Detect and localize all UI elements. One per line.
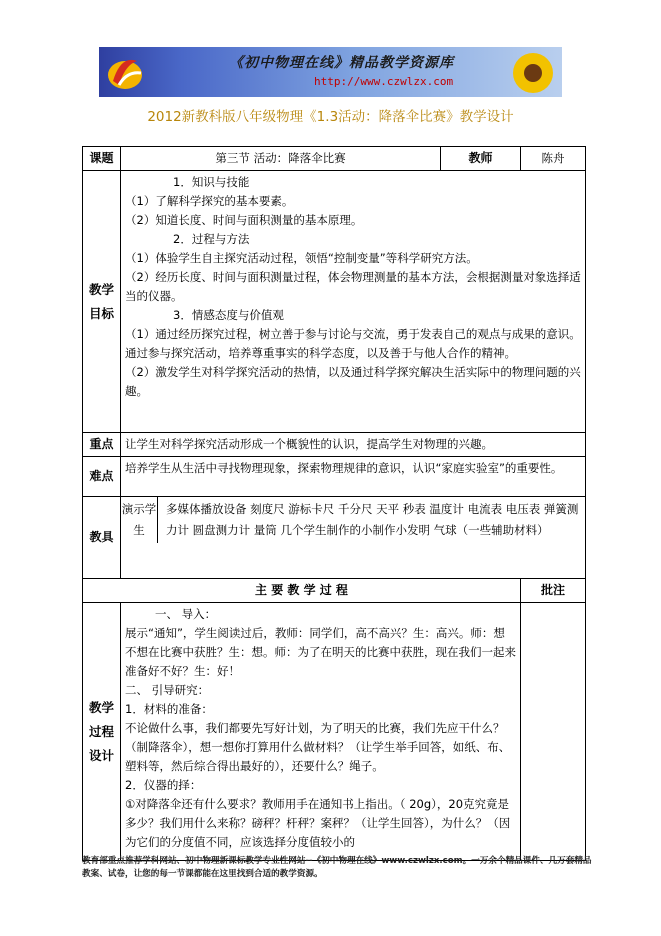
process-line: 一、 导入：: [155, 607, 217, 621]
process-line: 2．仪器的择：: [125, 778, 202, 792]
page-footer: 教育部重点推荐学科网站、初中物理新课标教学专业性网站--《初中物理在线》www.czwlzx.com。一万余个精品课件、几万套精品教案、试卷，让您的每一节课都能在这里找到合适的教学资源。: [82, 856, 592, 879]
difficulty-label: 难点: [83, 457, 121, 497]
equipment-tag: 演示学生: [121, 497, 158, 543]
objective-line: （1）通过经历探究过程，树立善于参与讨论与交流，勇于发表自己的观点与成果的意识。通过参与探究活动，培养尊重事实的科学态度，以及善于与他人合作的精神。: [125, 327, 581, 360]
process-line: 二、 引导研究：: [125, 683, 210, 697]
document-title: 2012新教科版八年级物理《1.3活动：降落伞比赛》教学设计: [147, 109, 514, 125]
objective-line: 1．知识与技能: [173, 175, 250, 189]
equipment-label: 教具: [83, 497, 121, 579]
teacher-value: 陈舟: [521, 147, 586, 171]
objectives-label: 教学目标: [83, 171, 121, 433]
process-line: ①对降落伞还有什么要求？教师用手在通知书上指出。（ 20g），20克究竟是多少？我们用什么来称？磅秤？杆秤？案秤？（让学生回答），为什么？（因为它们的分度值不同，应该选择分度值较小的: [125, 797, 511, 849]
key-point-label: 重点: [83, 433, 121, 457]
notes-header: 批注: [521, 579, 586, 603]
process-label: 教学过程设计: [83, 603, 121, 861]
equipment-content: [121, 497, 586, 579]
objective-line: （2）经历长度、时间与面积测量过程，体会物理测量的基本方法，会根据测量对象选择适当的仪器。: [125, 270, 581, 303]
process-header: 主 要 教 学 过 程: [83, 579, 521, 603]
topic-value: 第三节 活动：降落伞比赛: [121, 147, 441, 171]
teacher-label: 教师: [441, 147, 521, 171]
objective-line: （1）体验学生自主探究活动过程，领悟“控制变量”等科学研究方法。: [125, 251, 478, 265]
site-logo-icon: [105, 51, 145, 93]
key-point-text: 让学生对科学探究活动形成一个概貌性的认识，提高学生对物理的兴趣。: [121, 433, 586, 457]
objective-line: 2．过程与方法: [173, 232, 250, 246]
objective-line: （2）知道长度、时间与面积测量的基本原理。: [125, 213, 363, 227]
process-line: 1．材料的准备：: [125, 702, 213, 716]
notes-cell[interactable]: [521, 603, 586, 861]
objective-line: （2）激发学生对科学探究活动的热情，以及通过科学探究解决生活实际中的物理问题的兴趣。: [125, 365, 581, 398]
objective-line: 3．情感态度与价值观: [173, 308, 284, 322]
process-line: 不论做什么事，我们都要先写好计划，为了明天的比赛，我们先应干什么？（制降落伞），想一想你打算用什么做材料？（让学生举手回答，如纸、布、塑料等，然后综合得出最好的），还要什么？绳子。: [125, 721, 511, 773]
objectives-content: [121, 171, 586, 433]
objective-line: （1）了解科学探究的基本要素。: [125, 194, 294, 208]
process-content: [121, 603, 521, 861]
topic-label: 课题: [83, 147, 121, 171]
lesson-plan-table: [82, 146, 586, 861]
site-banner: [99, 47, 562, 97]
difficulty-text: 培养学生从生活中寻找物理现象，探索物理规律的意识，认识“家庭实验室”的重要性。: [121, 457, 586, 497]
process-line: 展示“通知”，学生阅读过后，教师：同学们，高不高兴？生：高兴。师：想不想在比赛中获胜？生：想。师：为了在明天的比赛中获胜，现在我们一起来准备好不好？生：好！: [125, 626, 516, 678]
equipment-list: 多媒体播放设备 刻度尺 游标卡尺 千分尺 天平 秒表 温度计 电流表 电压表 弹簧测力计 圆盘测力计 量筒 几个学生制作的小制作小发明 气球（一些辅助材料）: [166, 502, 579, 537]
banner-title: 《初中物理在线》精品教学资源库: [229, 55, 454, 71]
banner-url[interactable]: http://www.czwlzx.com: [314, 75, 454, 88]
sunflower-icon: [510, 50, 556, 96]
